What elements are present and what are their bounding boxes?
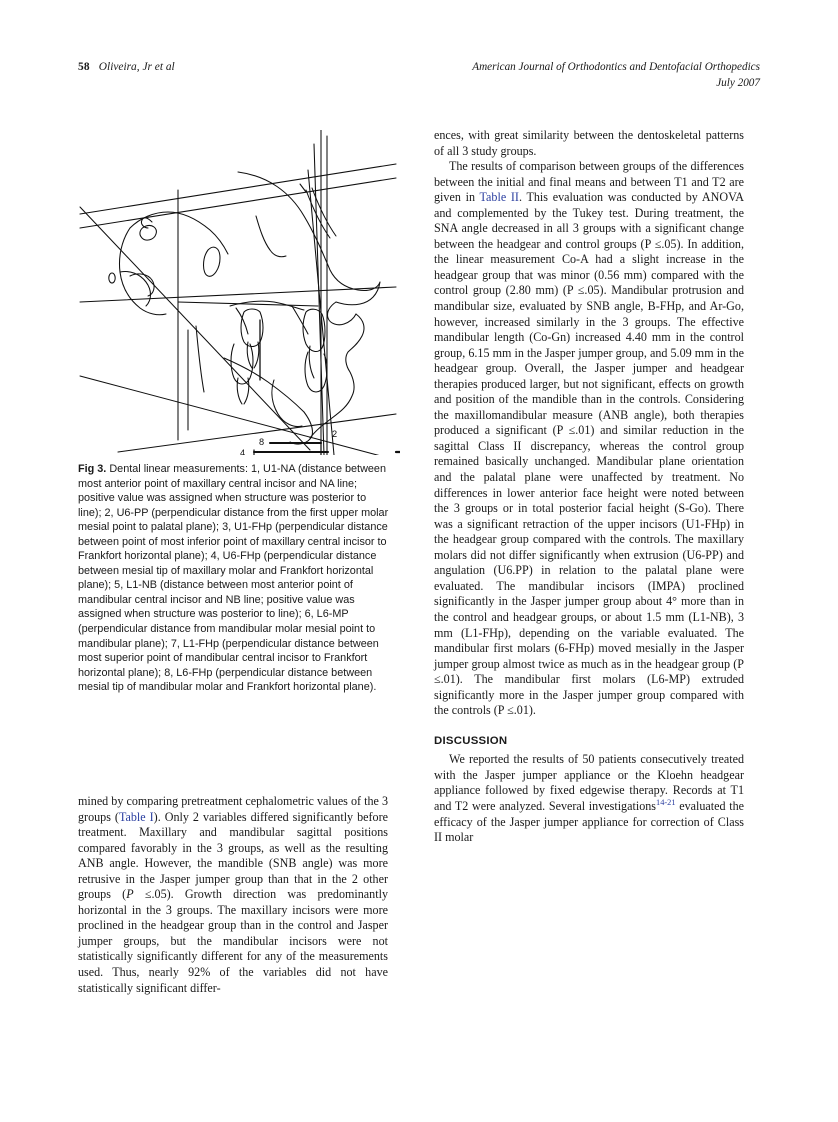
nasion-tick <box>300 184 306 192</box>
cephalometric-tracing <box>78 130 400 455</box>
figure-label: Fig 3. <box>78 463 107 475</box>
marker-2: 2 <box>332 429 338 439</box>
right-column <box>434 128 744 846</box>
right-col-p3-pre: We reported the results of 50 patients consecutively treated with the Jasper jumper appliance or the Kloehn headgear appliance followed by fixed edgewise therapy. Records at T1 and T2 were analyzed. Several investigations <box>434 752 744 813</box>
journal-title: American Journal of Orthodontics and Dentofacial Orthopedics <box>472 61 760 73</box>
symphysis-inner <box>272 380 302 427</box>
marker-4: 4 <box>240 448 246 455</box>
figure-3 <box>78 130 400 455</box>
lower-molar-root <box>237 378 242 404</box>
running-head-left <box>78 60 175 75</box>
line-mandibular-plane <box>80 376 396 455</box>
lower-incisor <box>305 352 327 392</box>
right-col-p3-post: evaluated the efficacy of the Jasper jumper appliance for correction of Class II molar <box>434 798 745 845</box>
mandible-alveolar <box>224 358 304 412</box>
pharyngeal-arc <box>256 216 286 257</box>
issue-date: July 2007 <box>716 76 760 89</box>
sella-notch <box>141 218 152 228</box>
right-col-paragraph-2 <box>434 159 744 719</box>
line-oblique-facial <box>80 207 310 450</box>
running-head-authors: Oliveira, Jr et al <box>98 61 175 73</box>
line-sn <box>80 178 396 228</box>
left-col-text-b: ). Only 2 variables differed significantly before treatment. Maxillary and mandibular sagittal positions compared favorably in the 3 groups, as well as the resulting ANB angle. However, the mandible (SNB angle) was more retrusive in the Jasper jumper group than that in the 2 other groups (P ≤.05). Growth direction was predominantly horizontal in the 3 groups. The maxillary incisors were more proclined in the headgear group than in the control and Jasper jumper groups, but the mandibular incisors were not statistically significantly different for any of the measurements used. Thus, nearly 92% of the variables did not have statistically significant differ- <box>78 809 388 995</box>
porion-marker <box>109 273 115 283</box>
left-column-paragraph <box>78 794 388 996</box>
ramus-anterior-border <box>196 326 204 392</box>
table-i-link[interactable]: Table I <box>118 809 154 824</box>
lower-molar-root-2 <box>244 378 249 404</box>
section-heading-discussion: DISCUSSION <box>434 734 508 747</box>
right-col-p2-post: . This evaluation was conducted by ANOVA and complemented by the Tukey test. During treatment, the SNA angle decreased in all 3 groups with a significant change between the headgear and control groups (P ≤.05). In addition, the linear measurement Co-A had a slight increase in the headgear group that was minor (0.56 mm) compared with the control group (2.80 mm) (P ≤.05). Mandibular protrusion and mandibular size, evaluated by SNB angle, B-FHp, and Ar-Go, however, increased similarly in the 3 groups. The effective mandibular length (Co-Gn) increased 4.40 mm in the control group, 6.15 mm in the Jasper jumper group, and 5.09 mm in the headgear group. Overall, the Jasper jumper and headgear therapies produced larger, but not significant, effects on growth and position of the mandible than in the controls. Considering the maxillomandibular measure (ANB angle), both therapies produced a significant (P ≤.01) and similar reduction in the sagittal Class II discrepancy, whereas the control group remained basically unchanged. Mandibular plane orientation and the palatal plane were unaffected by treatment. No differences in lower anterior face height were noted between the 3 groups or in total posterior facial height (S-Go). There was a significant retraction of the upper incisors (U1-FHp) in the headgear group compared with the controls. The maxillary molars did not differ significantly when extrusion (U6-PP) and angulation (U6.PP) in relation to the palatal plane were evaluated. The mandibular incisors (IMPA) proclined significantly in the Jasper jumper group about 4° more than in the control and headgear groups, or about 1.5 mm (L1-NB), 3 mm (L1-FHp), depending on the variable evaluated. The mandibular first molars (6-FHp) moved mesially in the Jasper jumper group almost twice as much as in the headgear group (P ≤.01). The mandibular first molars (L6-MP) extruded significantly more in the Jasper jumper group compared with the controls (P ≤.01). <box>434 190 745 718</box>
left-column-body <box>78 794 388 996</box>
marker-8: 8 <box>259 437 265 447</box>
right-col-paragraph-1: ences, with great similarity between the dentoskeletal patterns of all 3 study groups. <box>434 128 744 158</box>
running-head <box>78 60 760 100</box>
figure-caption <box>78 462 390 695</box>
table-ii-link[interactable]: Table II <box>479 190 519 205</box>
maxilla-anterior-border <box>292 306 308 334</box>
page-number: 58 <box>78 61 90 73</box>
left-col-text-a: mined by comparing pretreatment cephalometric values of the 3 groups ( <box>78 794 388 824</box>
orbit-outline <box>204 247 221 276</box>
running-head-right <box>472 60 760 91</box>
right-col-paragraph-3 <box>434 752 744 845</box>
line-lower-border <box>118 414 396 452</box>
figure-caption-text: Dental linear measurements: 1, U1-NA (distance between most anterior point of maxillary central incisor and NA line; positive value was assigned when structure was posterior to line); 2, U6-PP (perpendicular distance from the first upper molar mesial point to palatal plane); 3, U1-FHp (perpendicular distance between point of most inferior point of maxillary central incisor to Frankfort horizontal plane); 4, U6-FHp (perpendicular distance between mesial tip of maxillary molar and Frankfort horizontal plane); 5, L1-NB (distance between most anterior point of mandibular central incisor and NB line; positive value was assigned when structure was posterior to line); 6, L6-MP (perpendicular distance from mandibular molar mesial point to mandibular plane); 7, L1-FHp (perpendicular distance between most superior point of mandibular central incisor to Frankfort horizontal plane); 8, L6-FHp (perpendicular distance between mesial tip of mandibular molar and Frankfort horizontal plane). <box>78 463 389 694</box>
soft-tissue-upper-lip <box>327 302 356 325</box>
right-col-p2-pre: The results of comparison between groups of the differences between the initial and final means and between T1 and T2 are given in <box>434 159 744 205</box>
nasal-bone-upper <box>306 190 330 238</box>
reference-citation-link[interactable]: 14-21 <box>656 797 676 807</box>
